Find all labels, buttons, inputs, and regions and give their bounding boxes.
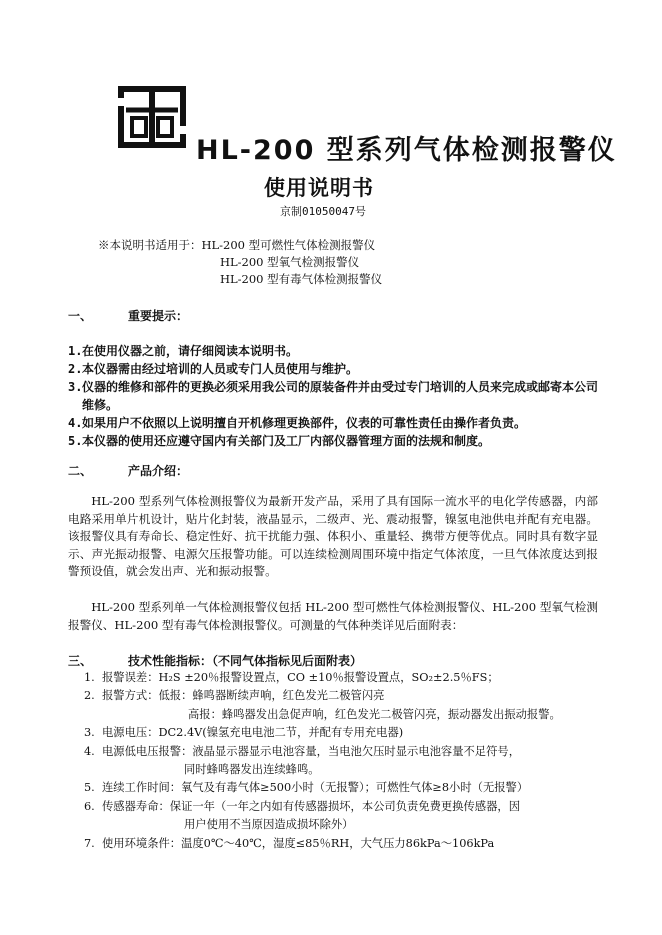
spec-sensor-life-cont: 用户使用不当原因造成损坏除外） bbox=[184, 818, 354, 832]
spec-power-supply: 3. 电源电压：DC2.4V(镍氢充电电池二节，并配有专用充电器) bbox=[84, 726, 404, 740]
section-3-number: 三、 bbox=[68, 654, 93, 668]
section-3-title: 技术性能指标：（不同气体指标见后面附表） bbox=[128, 654, 363, 668]
list-item: 5. 本仪器的使用还应遵守国内有关部门及工厂内部仪器管理方面的法规和制度。 bbox=[68, 434, 491, 448]
list-item: 2. 本仪器需由经过培训的人员或专门人员使用与维护。 bbox=[68, 362, 359, 376]
spec-low-voltage-alarm-cont: 同时蜂鸣器发出连续蜂鸣。 bbox=[184, 763, 320, 777]
list-item: 1. 在使用仪器之前，请仔细阅读本说明书。 bbox=[68, 344, 299, 358]
spec-sensor-life: 6. 传感器寿命：保证一年（一年之内如有传感器损坏，本公司负责免费更换传感器，因 bbox=[84, 799, 520, 813]
applicability-line-3: HL-200 型有毒气体检测报警仪 bbox=[220, 272, 383, 286]
applicability-line-1: ※本说明书适用于：HL-200 型可燃性气体检测报警仪 bbox=[98, 238, 376, 252]
spec-environment: 7. 使用环境条件：温度0℃～40℃，湿度≤85％RH，大气压力86kPa～106kPa bbox=[84, 836, 495, 850]
spec-alarm-mode-high: 高报：蜂鸣器发出急促声响，红色发光二极管闪亮，振动器发出振动报警。 bbox=[188, 707, 561, 721]
product-scope-paragraph: HL-200 型系列单一气体检测报警仪包括 HL-200 型可燃性气体检测报警仪、HL-200 型氧气检测报警仪、HL-200 型有毒气体检测报警仪。可测量的气体种类详见后面附表： bbox=[68, 600, 598, 632]
document-title: HL-200 型系列气体检测报警仪 bbox=[196, 135, 617, 166]
document-subtitle: 使用说明书 bbox=[264, 176, 374, 200]
registration-number: 京制01050047号 bbox=[280, 205, 366, 218]
important-notes-list bbox=[68, 342, 608, 450]
list-item: 3. 仪器的维修和部件的更换必须采用我公司的原装备件并由受过专门培训的人员来完成或邮寄本公司维修。 bbox=[68, 380, 599, 412]
spec-alarm-mode: 2. 报警方式：低报：蜂鸣器断续声响，红色发光二极管闪亮 bbox=[84, 689, 385, 703]
product-intro-paragraph: HL-200 型系列气体检测报警仪为最新开发产品，采用了具有国际一流水平的电化学传感器，内部电路采用单片机设计，贴片化封装，液晶显示，二级声、光、震动报警，镍氢电池供电并配有充电器。该报警仪具有寿命长、稳定性好、抗干扰能力强、体积小、重量轻、携带方便等优点。同时具有数字显示、声光振动报警、电源欠压报警功能。可以连续检测周围环境中指定气体浓度，一旦气体浓度达到报警预设值，就会发出声、光和振动报警。 bbox=[68, 494, 598, 579]
section-1-title: 重要提示： bbox=[128, 309, 189, 323]
spec-low-voltage-alarm: 4. 电源低电压报警：液晶显示器显示电池容量，当电池欠压时显示电池容量不足符号， bbox=[84, 744, 520, 758]
section-2-title: 产品介绍： bbox=[128, 464, 189, 478]
applicability-line-2: HL-200 型氧气检测报警仪 bbox=[220, 255, 360, 269]
list-item: 4. 如果用户不依照以上说明擅自开机修理更换部件，仪表的可靠性责任由操作者负责。 bbox=[68, 416, 527, 430]
spec-alarm-error: 1. 报警误差：H₂S ±20％报警设置点，CO ±10％报警设置点，SO₂±2.5％FS； bbox=[84, 671, 499, 684]
section-1-heading bbox=[68, 307, 188, 324]
section-2-number: 二、 bbox=[68, 464, 93, 478]
spec-continuous-operation: 5. 连续工作时间：氧气及有毒气体≥500小时（无报警）；可燃性气体≥8小时（无报警） bbox=[84, 781, 529, 795]
section-2-heading bbox=[68, 462, 188, 479]
company-logo-icon bbox=[118, 86, 186, 148]
tech-specs-list bbox=[84, 669, 604, 853]
section-3-heading bbox=[68, 652, 362, 669]
section-1-number: 一、 bbox=[68, 309, 93, 323]
